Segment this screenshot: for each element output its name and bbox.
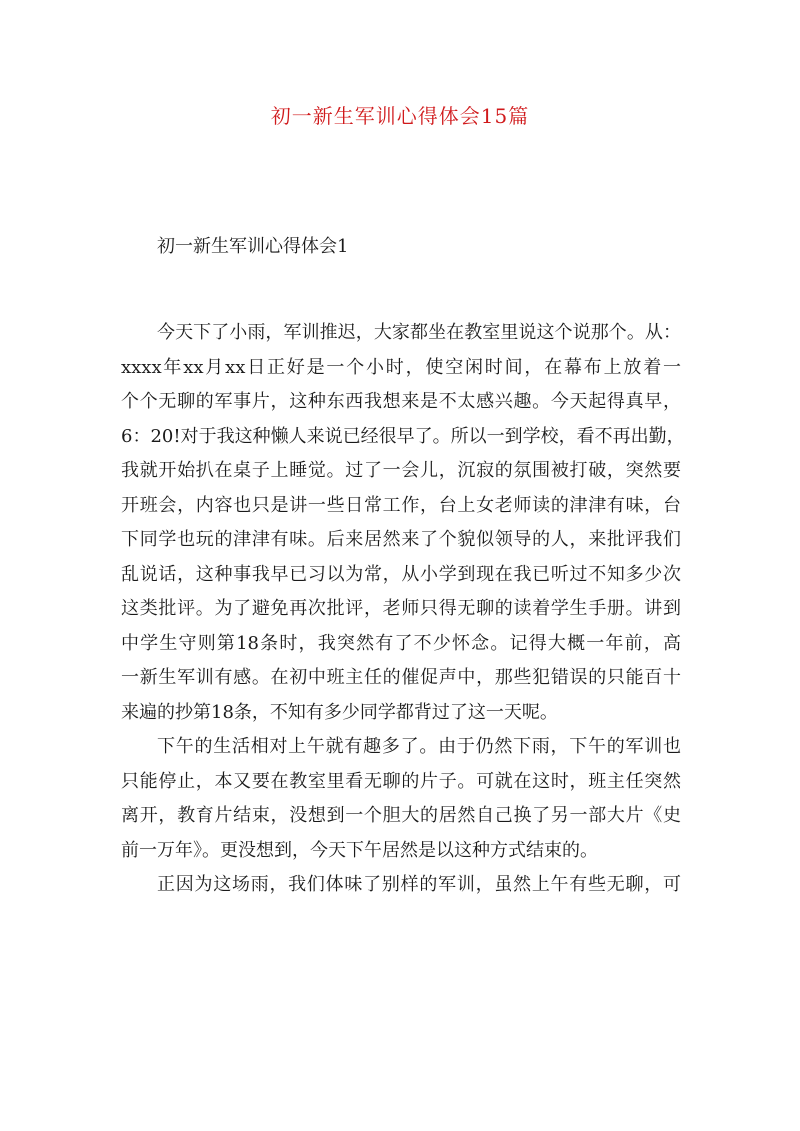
text-line: 下午的生活相对上午就有趣多了。由于仍然下雨，下午的军训也 [157, 736, 681, 757]
text-line: 乱说话，这种事我早已习以为常，从小学到现在我已听过不知多少次 [121, 563, 681, 585]
document-title: 初一新生军训心得体会15篇 [270, 104, 530, 128]
text-line: xxxx年xx月xx日正好是一个小时，使空闲时间，在幕布上放着一 [121, 356, 681, 378]
text-line: 6：20!对于我这种懒人来说已经很早了。所以一到学校，看不再出勤， [121, 425, 685, 447]
text-line: 下同学也玩的津津有味。后来居然来了个貌似领导的人，来批评我们 [121, 529, 681, 550]
text-line: 个个无聊的军事片，这种东西我想来是不太感兴趣。今天起得真早， [121, 391, 681, 412]
text-line: 今天下了小雨，军训推迟，大家都坐在教室里说这个说那个。从： [157, 322, 681, 343]
paragraph-2 [121, 730, 681, 868]
text-line: 我就开始扒在桌子上睡觉。过了一会儿，沉寂的氛围被打破，突然要 [121, 460, 681, 481]
paragraph-1 [121, 316, 685, 730]
paragraph-3 [121, 868, 681, 903]
text-line: 正因为这场雨，我们体味了别样的军训，虽然上午有些无聊，可 [157, 874, 681, 895]
text-line: 这类批评。为了避免再次批评，老师只得无聊的读着学生手册。讲到 [121, 598, 681, 619]
text-line: 中学生守则第18条时，我突然有了不少怀念。记得大概一年前，高 [121, 632, 681, 654]
section-heading: 初一新生军训心得体会1 [157, 236, 349, 257]
body-text [121, 316, 685, 903]
text-line: 离开，教育片结束，没想到一个胆大的居然自己换了另一部大片《史 [121, 805, 681, 826]
text-line: 只能停止，本又要在教室里看无聊的片子。可就在这时，班主任突然 [121, 770, 681, 792]
text-line: 来遍的抄第18条，不知有多少同学都背过了这一天呢。 [121, 701, 558, 723]
text-line: 一新生军训有感。在初中班主任的催促声中，那些犯错误的只能百十 [121, 667, 681, 688]
text-line: 开班会，内容也只是讲一些日常工作，台上女老师读的津津有味，台 [121, 494, 681, 516]
text-line: 前一万年》。更没想到，今天下午居然是以这种方式结束的。 [121, 839, 598, 861]
